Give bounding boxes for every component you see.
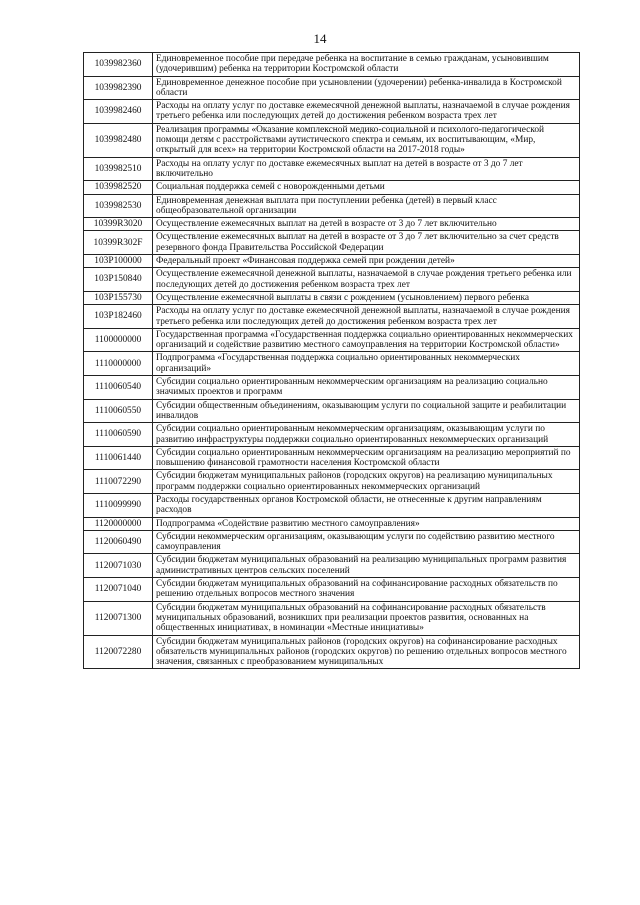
table-row <box>84 517 580 530</box>
row-description: Субсидии некоммерческим организациям, оказывающим услуги по содействию развитию местного самоуправления <box>153 530 580 554</box>
table-row <box>84 53 580 77</box>
table-row <box>84 530 580 554</box>
row-code: 1110060590 <box>84 423 153 447</box>
row-code: 1039982360 <box>84 53 153 77</box>
table-row <box>84 305 580 329</box>
row-code: 1039982520 <box>84 181 153 194</box>
row-code: 1039982390 <box>84 76 153 100</box>
table-row <box>84 352 580 376</box>
table-row <box>84 423 580 447</box>
table-row <box>84 231 580 255</box>
row-code: 10399R3020 <box>84 218 153 231</box>
row-code: 103P155730 <box>84 291 153 304</box>
row-description: Субсидии бюджетам муниципальных образований на софинансирование расходных обязательств по решению отдельных вопросов местного значения <box>153 578 580 602</box>
budget-classification-table <box>83 52 580 669</box>
row-code: 103P182460 <box>84 305 153 329</box>
row-description: Субсидии бюджетам муниципальных районов (городских округов) на софинансирование расходных обязательств муниципальных районов (городских округов) по решению отдельных вопросов местного значения, связанных с преобразованием муниципальных <box>153 635 580 669</box>
table-row <box>84 194 580 218</box>
row-code: 1120060490 <box>84 530 153 554</box>
table-row <box>84 493 580 517</box>
table-row <box>84 328 580 352</box>
table-row <box>84 470 580 494</box>
table-row <box>84 446 580 470</box>
row-description: Субсидии социально ориентированным некоммерческим организациям на реализацию социально значимых проектов и программ <box>153 376 580 400</box>
table-row <box>84 218 580 231</box>
row-description: Расходы на оплату услуг по доставке ежемесячной денежной выплаты, назначаемой в случае рождения третьего ребенка или последующих детей до достижения ребенком возраста трех лет <box>153 305 580 329</box>
table-row <box>84 100 580 124</box>
row-description: Единовременная денежная выплата при поступлении ребенка (детей) в первый класс общеобразовательной организации <box>153 194 580 218</box>
row-code: 10399R302F <box>84 231 153 255</box>
row-description: Государственная программа «Государственная поддержка социально ориентированных некоммерческих организаций и содействие развитию местного самоуправления на территории Костромской области» <box>153 328 580 352</box>
table-row <box>84 399 580 423</box>
table-row <box>84 291 580 304</box>
row-description: Осуществление ежемесячной денежной выплаты, назначаемой в случае рождения третьего ребенка или последующих детей до достижения ребенком возраста трех лет <box>153 268 580 292</box>
row-description: Единовременное пособие при передаче ребенка на воспитание в семью гражданам, усыновившим (удочерившим) ребенка на территории Костромской области <box>153 53 580 77</box>
table-row <box>84 255 580 268</box>
table-row <box>84 578 580 602</box>
row-description: Субсидии социально ориентированным некоммерческим организациям на реализацию мероприятий по повышению финансовой грамотности населения Костромской области <box>153 446 580 470</box>
row-description: Подпрограмма «Содействие развитию местного самоуправления» <box>153 517 580 530</box>
row-code: 1120071300 <box>84 601 153 635</box>
row-code: 1100000000 <box>84 328 153 352</box>
row-description: Субсидии бюджетам муниципальных образований на софинансирование расходных обязательств муниципальных образований, возникших при реализации проектов развития, основанных на общественных инициативах, в номинации «Местные инициативы» <box>153 601 580 635</box>
row-description: Субсидии бюджетам муниципальных районов (городских округов) на реализацию муниципальных программ поддержки социально ориентированных некоммерческих организаций <box>153 470 580 494</box>
row-code: 1039982480 <box>84 123 153 157</box>
row-code: 1039982530 <box>84 194 153 218</box>
table-row <box>84 268 580 292</box>
table-row <box>84 601 580 635</box>
row-description: Единовременное денежное пособие при усыновлении (удочерении) ребенка-инвалида в Костромской области <box>153 76 580 100</box>
page-number: 14 <box>313 31 327 46</box>
row-code: 1120071030 <box>84 554 153 578</box>
table-row <box>84 635 580 669</box>
row-description: Расходы государственных органов Костромской области, не отнесенные к другим направлениям расходов <box>153 493 580 517</box>
table-row <box>84 181 580 194</box>
row-description: Социальная поддержка семей с новорожденными детьми <box>153 181 580 194</box>
row-description: Субсидии бюджетам муниципальных образований на реализацию муниципальных программ развития административных центров сельских поселений <box>153 554 580 578</box>
row-code: 1110072290 <box>84 470 153 494</box>
row-code: 1039982460 <box>84 100 153 124</box>
row-code: 1110000000 <box>84 352 153 376</box>
row-code: 1110060540 <box>84 376 153 400</box>
table-row <box>84 123 580 157</box>
row-code: 1120072280 <box>84 635 153 669</box>
row-code: 1110060550 <box>84 399 153 423</box>
row-code: 103P100000 <box>84 255 153 268</box>
row-code: 1039982510 <box>84 157 153 181</box>
table-row <box>84 157 580 181</box>
row-description: Осуществление ежемесячных выплат на детей в возрасте от 3 до 7 лет включительно <box>153 218 580 231</box>
row-description: Осуществление ежемесячных выплат на детей в возрасте от 3 до 7 лет включительно за счет средств резервного фонда Правительства Российской Федерации <box>153 231 580 255</box>
table-row <box>84 554 580 578</box>
row-description: Субсидии социально ориентированным некоммерческим организациям, оказывающим услуги по развитию инфраструктуры поддержки социально ориентированных некоммерческих организаций <box>153 423 580 447</box>
table-row <box>84 376 580 400</box>
row-code: 1110061440 <box>84 446 153 470</box>
row-description: Расходы на оплату услуг по доставке ежемесячной денежной выплаты, назначаемой в случае рождения третьего ребенка или последующих детей до достижения ребенком возраста трех лет <box>153 100 580 124</box>
row-code: 1110099990 <box>84 493 153 517</box>
table-row <box>84 76 580 100</box>
row-description: Субсидии общественным объединениям, оказывающим услуги по социальной защите и реабилитации инвалидов <box>153 399 580 423</box>
row-code: 103P150840 <box>84 268 153 292</box>
row-code: 1120071040 <box>84 578 153 602</box>
row-code: 1120000000 <box>84 517 153 530</box>
row-description: Подпрограмма «Государственная поддержка социально ориентированных некоммерческих организаций» <box>153 352 580 376</box>
row-description: Осуществление ежемесячной выплаты в связи с рождением (усыновлением) первого ребенка <box>153 291 580 304</box>
row-description: Реализация программы «Оказание комплексной медико-социальной и психолого-педагогической помощи детям с расстройствами аутистического спектра и семьям, их воспитывающим, «Мир, открытый для всех» на территории Костромской области на 2017-2018 годы» <box>153 123 580 157</box>
table-body <box>84 53 580 669</box>
row-description: Расходы на оплату услуг по доставке ежемесячных выплат на детей в возрасте от 3 до 7 лет включительно <box>153 157 580 181</box>
row-description: Федеральный проект «Финансовая поддержка семей при рождении детей» <box>153 255 580 268</box>
